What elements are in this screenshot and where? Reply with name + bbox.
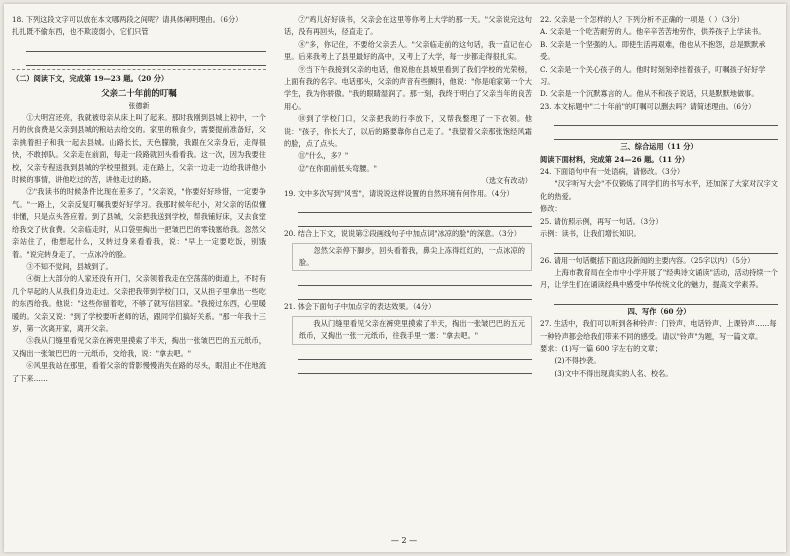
middle-column [284, 14, 532, 534]
answer-line[interactable] [26, 53, 266, 66]
source-note: （选文有改动） [481, 176, 532, 186]
question-18-text: 扎扎既不偷东西，也不欺凌弱小，它们只管 [12, 27, 149, 37]
question-26: 26. 请用一句话概括下面这段新闻的主要内容。（25字以内）（5分） [540, 255, 755, 265]
question-27: 27. 生活中，我们可以听到各种铃声：门铃声、电话铃声、上课铃声……每一种铃声都会给我们带来不同的感受。请以"铃声"为题，写一篇文章。 [540, 319, 777, 341]
question-22: 22. 父亲是一个怎样的人？下列分析不正确的一项是（ ）（3分） [540, 15, 744, 24]
article-author: 张德新 [128, 101, 150, 110]
paragraph: ⑥风里我站在那里，看着父亲的背影慢慢消失在路的尽头，眼泪止不住地流了下来…… [12, 361, 266, 383]
page-number: — 2 — [390, 536, 418, 545]
requirement-2: (2)不得抄袭。 [554, 356, 601, 366]
exam-page [4, 4, 786, 552]
left-column [12, 14, 266, 546]
question-21: 21. 体会下面句子中加点字的表达效果。（4分） [284, 302, 436, 312]
question-24-text: "汉字听写大会"不仅锻炼了同学们的书写水平，还加深了大家对汉字文化的热爱。 [540, 179, 778, 201]
option-d: D. 父亲是一个沉默寡言的人。他从不和孩子说话，只是默默地做事。 [540, 89, 759, 99]
answer-line[interactable] [554, 241, 778, 254]
paragraph: ⑨当下午我接到父亲的电话，他说他在县城里看到了我们学校的光荣榜，上面有我的名字。电话那头，父亲的声音有些颤抖，他说："你是咱家第一个大学生，我为你骄傲。"我的眼睛湿润了。那一刻，我终于明白了父亲当年的良苦用心。 [284, 64, 532, 111]
option-c: C. 父亲是一个关心孩子的人。他时时刻刻牵挂着孩子，叮嘱孩子好好学习。 [540, 64, 766, 87]
quoted-sentence: 忽然父亲停下脚步，回头看着我，鼻尖上冻得红红的，一点冰凉的脸。 [292, 243, 532, 272]
paragraph: ③不知不觉间，县城到了。 [26, 261, 113, 271]
section-4-heading: 四、写作（60 分） [627, 306, 691, 316]
question-25: 25. 请仿照示例，再写一句话。（3分） [540, 216, 663, 226]
paragraph: ⑩到了学校门口，父亲把我的行李放下，又帮我整理了一下衣领。他说："孩子，你长大了，以后的路要靠你自己走了。"我望着父亲那张饱经风霜的脸，点了点头。 [284, 114, 532, 149]
question-24: 24. 下面语句中有一处语病，请修改。（3分） [540, 167, 685, 177]
material-instruction: 阅读下面材料，完成第 24—26 题。（11 分） [540, 154, 689, 164]
requirement-1: 要求：(1)写一篇 600 字左右的文章； [540, 343, 662, 353]
fix-label: 修改： [540, 204, 562, 214]
answer-line[interactable] [554, 292, 778, 305]
answer-line[interactable] [554, 113, 778, 126]
requirement-3: (3)文中不得出现真实的人名、校名。 [554, 368, 673, 378]
paragraph: ②"我读书的时候条件比现在差多了，"父亲说，"你要好好珍惜，一定要争气。"一路上，父亲反复叮嘱我要好好学习。我那时候年纪小，对父亲的话似懂非懂，只是点头答应着。到了县城，父亲把我送到学校，帮我铺好床，又去食堂给我交了伙食费。父亲临走时，从口袋里掏出一把皱巴巴的零钱塞给我。忽然父亲站住了，他想起什么，又转过身来看看我，说："早上一定要吃饭，别饿着。"说完转身走了，一点冰冷的脸。 [12, 187, 266, 259]
section-2-heading: （二）阅读下文，完成第 19—23 题。（20 分） [12, 73, 169, 83]
answer-line[interactable] [554, 127, 778, 140]
paragraph: ④街上大部分的人家还没有开门，父亲领着我走在空荡荡的街道上，不时有几个早起的人从我们身边走过。父亲把我带到学校门口，又从担子里拿出一些吃的东西给我。他说："这些你留着吃，不够了就写信回家。"我接过东西，心里暖暖的。父亲又说："到了学校要听老师的话，跟同学们搞好关系。"那一年我十三岁，第一次离开家，离开父亲。 [12, 274, 266, 333]
paragraph: ①大明宫还亮，我就被母亲从床上叫了起来。那时我刚到县城上初中，一个月的伙食费是父亲到县城的粮站去给交的。家里的粮食少，需要提前准备好，父亲挑着担子和我一起去县城。山路长长，天色朦胧，我跟在父亲身后，走得很快，不敢掉队。父亲走在前面，每走一段路就回头看看我。这一次，因为我要住校，父亲专程送我到县城的学校里报到。走在路上，父亲一边走一边给我讲他小时候的事情，讲他吃过的苦，讲他走过的路。 [12, 113, 266, 185]
question-20: 20. 结合上下文，说说第②段画线句子中加点词"冰凉的脸"的深意。（3分） [284, 229, 521, 239]
answer-line[interactable] [298, 200, 532, 213]
paragraph: ⑤我从门缝里看见父亲在裤兜里摸索了半天，掏出一张皱巴巴的五元纸币，又掏出一张皱巴巴的一元纸币，交给我，说："拿去吧。" [12, 336, 266, 358]
question-19: 19. 文中多次写到"风雪"，请说说这样设置的自然环境有何作用。（4分） [284, 188, 514, 198]
quoted-sentence: 我从门缝里看见父亲在裤兜里摸索了半天，掏出一张皱巴巴的五元纸币，又掏出一张一元纸币，往我手里一塞："拿去吧。" [292, 316, 532, 345]
right-column [540, 14, 778, 546]
question-26-text: 上海市教育局在全市中小学开展了"经典诗文诵读"活动，活动持续一个月，让学生们在诵读经典中感受中华传统文化的魅力，提高文学素养。 [540, 267, 778, 290]
article-title: 父亲二十年前的叮嘱 [101, 88, 177, 99]
option-b: B. 父亲是一个坚强的人。即使生活再艰难，他也从不抱怨，总是默默承受。 [540, 39, 766, 62]
answer-line[interactable] [298, 361, 532, 374]
section-3-heading: 三、综合运用（11 分） [620, 142, 698, 152]
paragraph: ⑪"什么，多？" [298, 151, 349, 161]
paragraph: ⑧"多，你记住，不要给父亲丢人。"父亲临走前的这句话，我一直记在心里。后来我考上了县里最好的高中，又考上了大学，每一步都走得很扎实。 [284, 39, 532, 62]
answer-line[interactable] [298, 347, 532, 360]
paragraph: ⑦"鸡儿好好读书，父亲会在这里等你考上大学的那一天。"父亲说完这句话，没有再回头，径直走了。 [284, 15, 532, 37]
answer-line[interactable] [298, 273, 532, 286]
answer-line[interactable] [298, 214, 532, 227]
paragraph: ⑫"在你面前低头弯腰。" [298, 163, 377, 173]
option-a: A. 父亲是一个吃苦耐劳的人。他辛辛苦苦地劳作，供养孩子上学读书。 [540, 27, 766, 37]
answer-line[interactable] [26, 39, 266, 52]
divider [12, 69, 266, 70]
answer-line[interactable] [298, 287, 532, 300]
question-23: 23. 本文标题中"二十年前"的叮嘱可以删去吗？请简述理由。（6分） [540, 101, 756, 111]
question-25-text: 示例：读书，让我们增长知识。 [540, 229, 641, 239]
question-18: 18. 下列这段文字可以放在本文哪两段之间呢？请具体阐明理由。（6分） [12, 15, 243, 24]
